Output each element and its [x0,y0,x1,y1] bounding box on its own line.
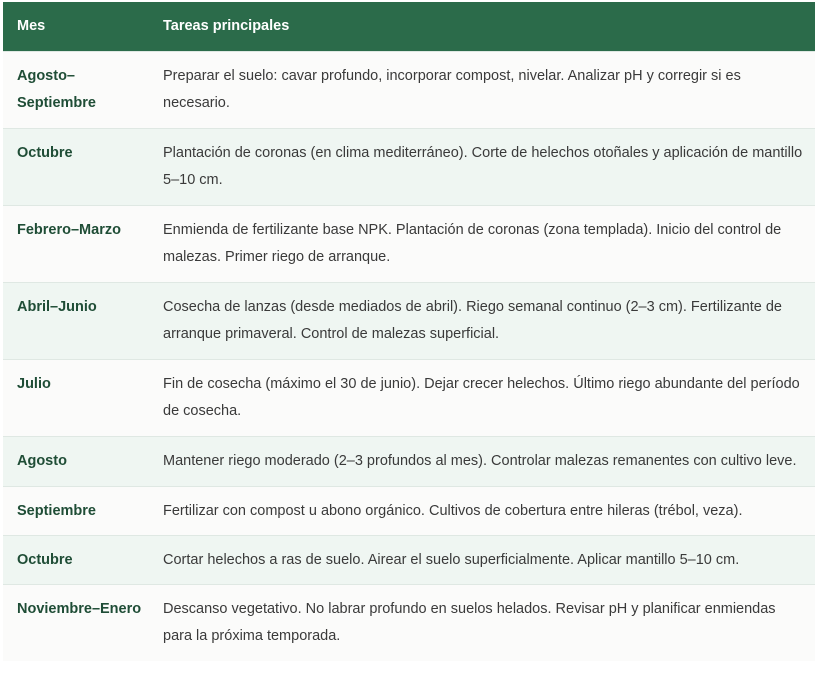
table-row [3,205,815,282]
row-month: Febrero–Marzo [3,205,149,282]
row-tasks: Mantener riego moderado (2–3 profundos al mes). Controlar malezas remanentes con cultivo leve. [149,436,815,486]
tasks-calendar-table [3,2,815,661]
table-row [3,486,815,535]
header-tasks: Tareas principales [163,18,290,35]
row-tasks: Plantación de coronas (en clima mediterráneo). Corte de helechos otoñales y aplicación de mantillo 5–10 cm. [149,128,815,205]
table-row [3,51,815,128]
row-tasks: Cosecha de lanzas (desde mediados de abril). Riego semanal continuo (2–3 cm). Fertilizante de arranque primaveral. Control de malezas superficial. [149,282,815,359]
row-tasks: Cortar helechos a ras de suelo. Airear el suelo superficialmente. Aplicar mantillo 5–10 cm. [149,535,815,584]
row-tasks: Fin de cosecha (máximo el 30 de junio). Dejar crecer helechos. Último riego abundante del período de cosecha. [149,359,815,436]
table-row [3,436,815,486]
row-month: Abril–Junio [3,282,149,359]
header-month: Mes [17,18,46,35]
row-month: Octubre [3,535,149,584]
calendar-table-container [3,2,815,682]
row-month: Agosto [3,436,149,486]
row-month: Agosto–Septiembre [3,51,149,128]
row-tasks: Descanso vegetativo. No labrar profundo en suelos helados. Revisar pH y planificar enmiendas para la próxima temporada. [149,584,815,661]
table-body [3,51,815,661]
table-row [3,282,815,359]
table-row [3,535,815,584]
row-month: Julio [3,359,149,436]
table-row [3,359,815,436]
row-tasks: Preparar el suelo: cavar profundo, incorporar compost, nivelar. Analizar pH y corregir si es necesario. [149,51,815,128]
row-month: Octubre [3,128,149,205]
row-tasks: Enmienda de fertilizante base NPK. Plantación de coronas (zona templada). Inicio del control de malezas. Primer riego de arranque. [149,205,815,282]
row-tasks: Fertilizar con compost u abono orgánico. Cultivos de cobertura entre hileras (trébol, veza). [149,486,815,535]
row-month: Noviembre–Enero [3,584,149,661]
header-row [3,2,815,51]
table-row [3,584,815,661]
table-header [3,2,815,51]
table-row [3,128,815,205]
row-month: Septiembre [3,486,149,535]
